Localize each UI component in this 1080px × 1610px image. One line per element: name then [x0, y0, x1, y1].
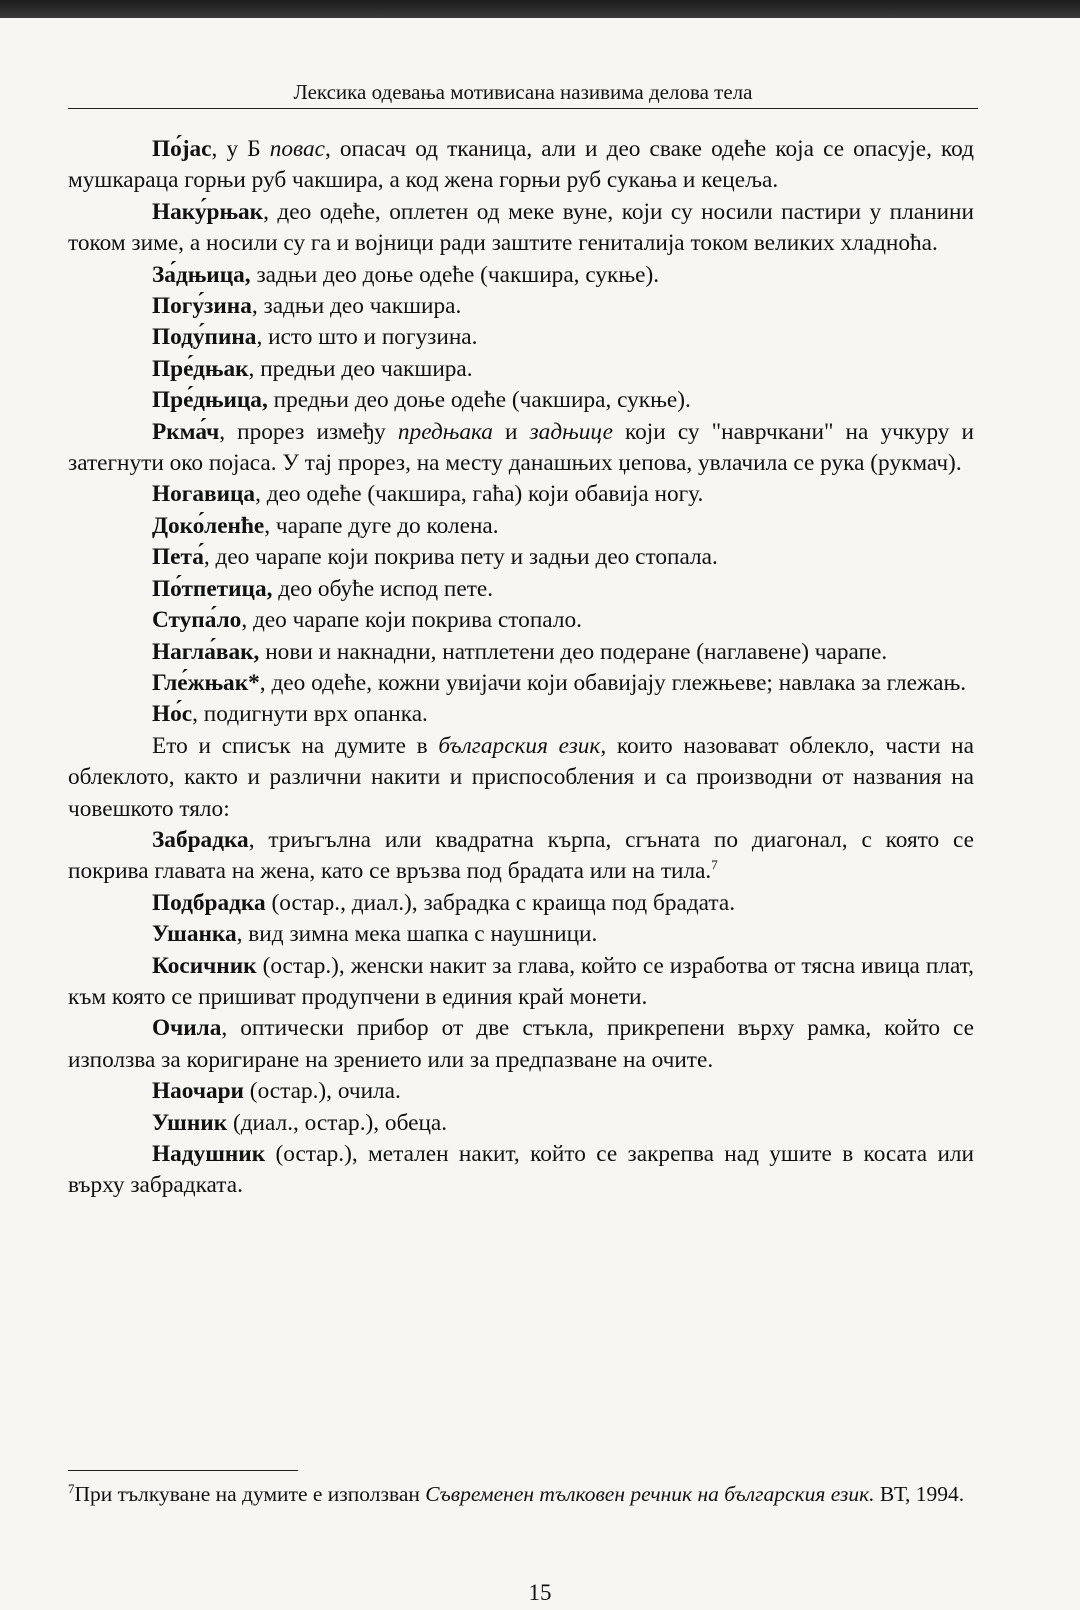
running-header: Лексика одевања мотивисана називима делова тела — [68, 78, 978, 109]
book-page — [0, 18, 1080, 1610]
entry-term: Нагла́вак, — [152, 638, 260, 665]
entry: Наочари (остар.), очила. — [152, 1078, 401, 1105]
entry: Ступа́ло, део чарапе који покрива стопало. — [152, 607, 582, 634]
entry: Доко́ленће, чарапе дуге до колена. — [152, 512, 499, 539]
entry: Гле́жњак*, део одеће, кожни увијачи који обавијају глежњеве; навлака за глежањ. — [152, 669, 967, 696]
entry: Погу́зина, задњи део чакшира. — [152, 293, 462, 320]
page-number: 15 — [528, 1580, 552, 1605]
footnote: $^7$При тълкуване на думите е използван Съвременен тълковен речник на българския език. ВТ, 1994. — [68, 1480, 965, 1506]
entry-term: Наочари — [152, 1078, 244, 1105]
entry-term: Доко́ленће — [152, 512, 265, 539]
scan-top-edge — [0, 0, 1080, 18]
entry-term: Но́с — [152, 701, 193, 728]
entry: Но́с, подигнути врх опанка. — [152, 701, 428, 728]
intro-paragraph: Ето и списък на думите в българския език, които назовават облекло, части на облеклото, както и различни накити и приспособления и са производни от названия на човешкото тяло: — [68, 732, 974, 822]
page-body — [68, 134, 974, 1202]
entry: Ногавица, део одеће (чакшира, гаћа) који обавија ногу. — [152, 481, 704, 508]
entry: Поду́пина, исто што и погузина. — [152, 324, 478, 351]
entry-term: Гле́жњак* — [152, 669, 260, 696]
entry-term: Забрадка — [152, 826, 249, 853]
entry-term: Очила — [152, 1015, 222, 1042]
entry: Ушник (диал., остар.), обеца. — [152, 1109, 448, 1136]
entry: Ушанка, вид зимна мека шапка с наушници. — [152, 921, 598, 948]
entry: За́дњица, задњи део доње одеће (чакшира, сукње). — [152, 261, 660, 288]
footnote-divider — [68, 1470, 298, 1471]
entry: Пета́, део чарапе који покрива пету и задњи део стопала. — [152, 544, 718, 571]
entry: Очила, оптически прибор от две стъкла, прикрепени върху рамка, който се използва за коригиране на зрението или за предпазване на очите. — [68, 1015, 974, 1073]
entry-term: Ушанка — [152, 921, 237, 948]
entry-term: Поду́пина — [152, 324, 257, 351]
entry-term: Пре́дњица, — [152, 387, 268, 414]
entry: Подбрадка (остар., диал.), забрадка с краища под брадата. — [152, 889, 736, 916]
entry: Наку́рњак, део одеће, оплетен од меке вуне, који су носили пастири у планини током зиме, а носили су га и војници ради заштите гениталија током великих хладноћа. — [68, 198, 974, 257]
entry: Косичник (остар.), женски накит за глава, който се изработва от тясна ивица плат, към която се пришиват продупчени в единия край монети. — [68, 952, 974, 1010]
entry-term: Ушник — [152, 1109, 228, 1136]
entry-term: Ступа́ло — [152, 607, 242, 634]
entry: По́јас, у Б повас, опасач од тканица, али и део сваке одеће која се опасује, код мушкараца горњи руб чакшира, а код жена горњи руб сукања и кецеља. — [68, 136, 974, 194]
entry-term: За́дњица, — [152, 261, 251, 288]
entry-term: Пета́ — [152, 544, 204, 571]
entry-term: Ногавица — [152, 481, 256, 508]
footnote-mark: 7 — [68, 1480, 75, 1496]
entry-term: По́тпетица, — [152, 575, 273, 602]
entry-term: Ркма́ч — [152, 418, 220, 445]
entry-term: Погу́зина — [152, 293, 252, 320]
entry: Пре́дњак, предњи део чакшира. — [152, 355, 473, 382]
entry: Надушник (остар.), метален накит, който се закрепва над ушите в косата или върху забрадката. — [68, 1141, 974, 1199]
entry-term: Наку́рњак — [152, 198, 264, 225]
entry-term: Косичник — [152, 952, 257, 979]
entry-term: Подбрадка — [152, 889, 266, 916]
entry: Забрадка, триъгълна или квадратна кърпа, сгъната по диагонал, с която се покрива главата на жена, като се връзва под брадата или на тила.$^7$ — [68, 826, 974, 885]
entry-term: Пре́дњак — [152, 355, 249, 382]
entry: По́тпетица, део обуће испод пете. — [152, 575, 494, 602]
entry: Пре́дњица, предњи део доње одеће (чакшира, сукње). — [152, 387, 691, 414]
entry-term: По́јас — [152, 136, 212, 162]
entry: Нагла́вак, нови и накнадни, натплетени део подеране (наглавене) чарапе. — [152, 638, 888, 665]
footnote-ref[interactable]: 7 — [711, 857, 718, 873]
entry-term: Надушник — [152, 1141, 266, 1167]
entry: Ркма́ч, прорез између предњака и задњице који су "наврчкани" на учкуру и затегнути око појаса. У тај прорез, на месту данашњих џепова, увлачила се рука (рукмач). — [68, 418, 974, 477]
